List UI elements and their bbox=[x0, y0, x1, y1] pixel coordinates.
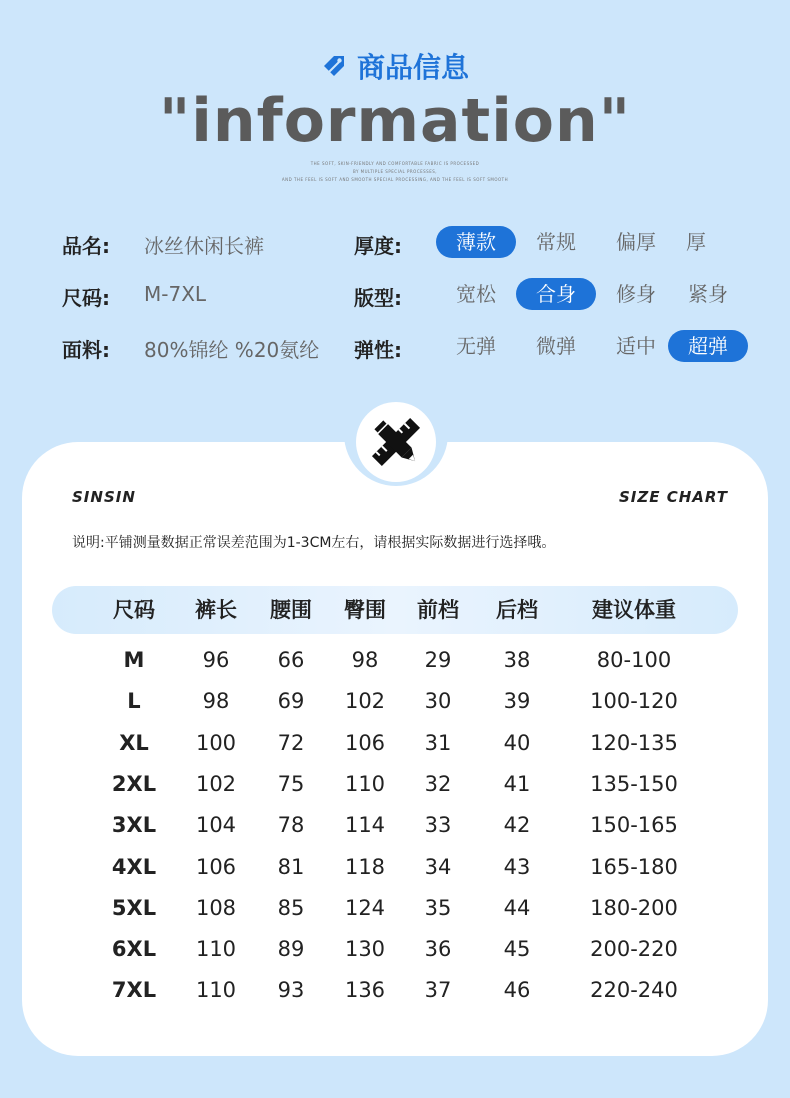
size-cell: 5XL bbox=[111, 895, 157, 920]
table-cell: 102 bbox=[344, 689, 386, 714]
table-cell: 32 bbox=[424, 771, 452, 796]
table-cell: 35 bbox=[424, 895, 452, 920]
elastic-option[interactable]: 适中 bbox=[616, 334, 656, 358]
table-cell: 136 bbox=[344, 978, 386, 1003]
info-row-fabric bbox=[62, 326, 762, 366]
table-header-cell: 裤长 bbox=[195, 598, 237, 622]
table-header-cell: 前档 bbox=[417, 598, 459, 622]
table-cell: 81 bbox=[277, 854, 305, 879]
elastic-label: 弹性: bbox=[354, 338, 402, 362]
tag-icon bbox=[321, 52, 349, 80]
table-row bbox=[52, 970, 738, 1011]
table-cell: 36 bbox=[424, 937, 452, 962]
table-cell: 114 bbox=[344, 813, 386, 838]
table-header-cell: 尺码 bbox=[113, 598, 155, 622]
fit-option[interactable]: 紧身 bbox=[688, 282, 728, 306]
table-cell: 98 bbox=[202, 689, 230, 714]
table-header-cell: 后档 bbox=[496, 598, 538, 622]
table-cell: 69 bbox=[277, 689, 305, 714]
table-cell: 135-150 bbox=[590, 771, 678, 796]
fine-print-line: BY MULTIPLE SPECIAL PROCESSES, bbox=[352, 169, 438, 174]
table-cell: 38 bbox=[503, 648, 531, 672]
table-header-cell: 建议体重 bbox=[592, 598, 676, 622]
en-title: "information" bbox=[159, 86, 631, 156]
measurement-note: 说明:平铺测量数据正常误差范围为1-3CM左右，请根据实际数据进行选择哦。 bbox=[72, 535, 556, 551]
table-cell: 120-135 bbox=[590, 730, 678, 755]
fit-label: 版型: bbox=[354, 286, 402, 310]
size-value: M-7XL bbox=[144, 282, 207, 306]
table-cell: 102 bbox=[195, 771, 237, 796]
fabric-value: 80%锦纶 %20氨纶 bbox=[144, 338, 320, 362]
thickness-option[interactable]: 常规 bbox=[536, 230, 576, 254]
table-row bbox=[52, 888, 738, 929]
table-cell: 165-180 bbox=[590, 854, 678, 879]
info-row-name bbox=[62, 222, 762, 262]
table-cell: 220-240 bbox=[590, 978, 678, 1003]
cn-title-text: 商品信息 bbox=[356, 51, 469, 84]
size-cell: 6XL bbox=[111, 937, 157, 962]
table-row bbox=[52, 723, 738, 764]
table-row bbox=[52, 681, 738, 722]
fabric-label: 面料: bbox=[62, 338, 110, 362]
size-cell: 4XL bbox=[111, 854, 157, 879]
ruler-pencil-icon bbox=[365, 411, 427, 473]
table-cell: 42 bbox=[503, 813, 531, 838]
table-cell: 124 bbox=[344, 895, 386, 920]
thickness-option[interactable]: 薄款 bbox=[436, 226, 516, 258]
table-cell: 96 bbox=[202, 648, 230, 672]
name-label: 品名: bbox=[62, 234, 110, 258]
brand-name: SINSIN bbox=[72, 488, 136, 506]
chart-badge bbox=[356, 402, 436, 482]
table-row bbox=[52, 640, 738, 681]
elastic-option[interactable]: 微弹 bbox=[536, 334, 576, 358]
table-cell: 30 bbox=[424, 689, 452, 714]
table-cell: 66 bbox=[277, 648, 305, 672]
table-cell: 85 bbox=[277, 895, 305, 920]
size-cell: 7XL bbox=[111, 978, 157, 1003]
table-cell: 118 bbox=[344, 854, 386, 879]
info-row-size bbox=[62, 274, 762, 314]
elastic-option[interactable]: 无弹 bbox=[456, 334, 496, 358]
table-header-cells bbox=[52, 586, 738, 634]
table-cell: 110 bbox=[195, 937, 237, 962]
table-header-cell: 腰围 bbox=[270, 598, 312, 622]
table-cell: 98 bbox=[351, 648, 379, 672]
section-title bbox=[0, 46, 790, 86]
table-cell: 43 bbox=[503, 854, 531, 879]
thickness-option[interactable]: 厚 bbox=[686, 230, 706, 254]
size-cell: XL bbox=[119, 730, 149, 755]
table-cell: 46 bbox=[503, 978, 531, 1003]
table-cell: 100 bbox=[195, 730, 237, 755]
table-cell: 180-200 bbox=[590, 895, 678, 920]
fine-print-line: THE SOFT, SKIN-FRIENDLY AND COMFORTABLE FABRIC IS PROCESSED bbox=[310, 161, 480, 166]
fit-option[interactable]: 宽松 bbox=[456, 282, 496, 306]
table-cell: 78 bbox=[277, 813, 305, 838]
table-cell: 89 bbox=[277, 937, 305, 962]
table-cell: 93 bbox=[277, 978, 305, 1003]
table-cell: 106 bbox=[195, 854, 237, 879]
thickness-option[interactable]: 偏厚 bbox=[616, 230, 656, 254]
table-cell: 72 bbox=[277, 730, 305, 755]
fine-print-line: AND THE FEEL IS SOFT AND SMOOTH SPECIAL PROCESSING, AND THE FEEL IS SOFT SMOOTH bbox=[281, 177, 509, 182]
table-cell: 45 bbox=[503, 937, 531, 962]
table-cell: 110 bbox=[344, 771, 386, 796]
table-cell: 108 bbox=[195, 895, 237, 920]
table-cell: 44 bbox=[503, 895, 531, 920]
table-row bbox=[52, 805, 738, 846]
table-cell: 31 bbox=[424, 730, 452, 755]
size-chart-title: SIZE CHART bbox=[618, 488, 728, 506]
elastic-option[interactable]: 超弹 bbox=[668, 330, 748, 362]
table-row bbox=[52, 847, 738, 888]
table-cell: 104 bbox=[195, 813, 237, 838]
name-value: 冰丝休闲长裤 bbox=[144, 234, 264, 258]
fit-option[interactable]: 合身 bbox=[516, 278, 596, 310]
size-cell: L bbox=[127, 689, 141, 714]
size-label: 尺码: bbox=[62, 286, 110, 310]
size-cell: M bbox=[123, 648, 145, 672]
table-cell: 75 bbox=[277, 771, 305, 796]
table-cell: 100-120 bbox=[590, 689, 678, 714]
table-cell: 80-100 bbox=[596, 648, 672, 672]
table-cell: 106 bbox=[344, 730, 386, 755]
table-row bbox=[52, 929, 738, 970]
fine-print bbox=[0, 160, 790, 184]
table-cell: 37 bbox=[424, 978, 452, 1003]
table-cell: 39 bbox=[503, 689, 531, 714]
fit-option[interactable]: 修身 bbox=[616, 282, 656, 306]
thickness-label: 厚度: bbox=[354, 234, 402, 258]
size-cell: 3XL bbox=[111, 813, 157, 838]
table-cell: 40 bbox=[503, 730, 531, 755]
table-cell: 33 bbox=[424, 813, 452, 838]
size-cell: 2XL bbox=[111, 771, 157, 796]
table-cell: 41 bbox=[503, 771, 531, 796]
table-cell: 150-165 bbox=[590, 813, 678, 838]
table-header-cell: 臀围 bbox=[344, 598, 386, 622]
table-row bbox=[52, 764, 738, 805]
table-cell: 29 bbox=[424, 648, 452, 672]
table-cell: 34 bbox=[424, 854, 452, 879]
table-cell: 200-220 bbox=[590, 937, 678, 962]
table-cell: 110 bbox=[195, 978, 237, 1003]
table-cell: 130 bbox=[344, 937, 386, 962]
